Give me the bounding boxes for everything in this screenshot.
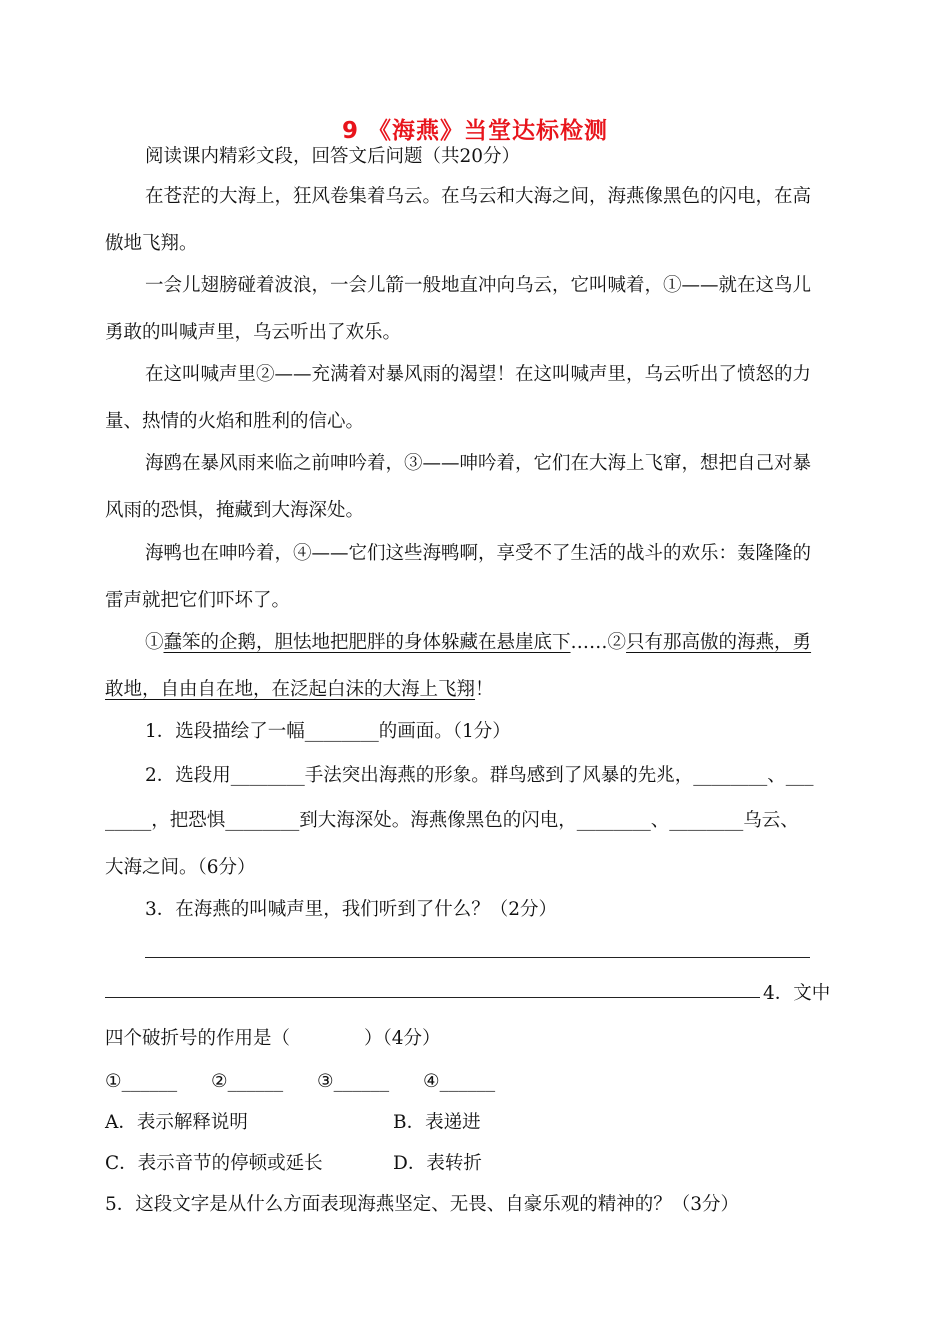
passage-line: 在这叫喊声里②——充满着对暴风雨的渴望！在这叫喊声里，乌云听出了愤怒的力	[145, 364, 812, 385]
passage-line: 勇敢的叫喊声里，乌云听出了欢乐。	[105, 322, 402, 343]
passage-line: 雷声就把它们吓坏了。	[105, 590, 291, 611]
question-1: 1．选段描绘了一幅________的画面。（1分）	[145, 721, 511, 742]
passage-line: 在苍茫的大海上，狂风卷集着乌云。在乌云和大海之间，海燕像黑色的闪电，在高	[145, 186, 812, 207]
dash-blank-3[interactable]: ③______	[317, 1071, 390, 1092]
passage-line: 风雨的恐惧，掩藏到大海深处。	[105, 500, 365, 521]
punctuation: ！	[475, 679, 494, 700]
dash-blank-4[interactable]: ④______	[423, 1071, 496, 1092]
underlined-sentence-2-cont: 敢地，自由自在地，在泛起白沫的大海上飞翔	[105, 679, 476, 700]
page-title: 9 《海燕》当堂达标检测	[341, 118, 608, 144]
question-2-line: _____，把恐惧________到大海深处。海燕像黑色的闪电，________、________乌云、	[105, 810, 799, 831]
question-4-start: 4．文中	[763, 983, 831, 1004]
answer-line-q3[interactable]	[145, 957, 810, 958]
passage-line: 傲地飞翔。	[105, 233, 198, 254]
passage-line: 海鸭也在呻吟着，④——它们这些海鸭啊，享受不了生活的战斗的欢乐：轰隆隆的	[145, 543, 812, 564]
passage-line: 一会儿翅膀碰着波浪，一会儿箭一般地直冲向乌云，它叫喊着，①——就在这鸟儿	[145, 275, 812, 296]
underlined-sentence-1: 蠢笨的企鹅，胆怯地把肥胖的身体躲藏在悬崖底下	[163, 632, 571, 653]
question-3: 3．在海燕的叫喊声里，我们听到了什么？（2分）	[145, 899, 558, 920]
marker-1: ①	[145, 632, 164, 653]
question-2-line: 大海之间。（6分）	[105, 857, 256, 878]
dash-blank-1[interactable]: ①______	[105, 1071, 178, 1092]
passage-line: 海鸥在暴风雨来临之前呻吟着，③——呻吟着，它们在大海上飞窜，想把自己对暴	[145, 453, 812, 474]
dash-blank-2[interactable]: ②______	[211, 1071, 284, 1092]
option-a: A．表示解释说明	[105, 1112, 248, 1133]
question-4: 四个破折号的作用是（ ）（4分）	[105, 1028, 441, 1049]
question-5: 5．这段文字是从什么方面表现海燕坚定、无畏、自豪乐观的精神的？（3分）	[105, 1194, 740, 1215]
option-c: C．表示音节的停顿或延长	[105, 1153, 323, 1174]
answer-line-q3-2[interactable]	[105, 997, 760, 998]
ellipsis-marker-2: ……②	[570, 632, 627, 653]
question-2-line: 2．选段用________手法突出海燕的形象。群鸟感到了风暴的先兆，________、___	[145, 765, 814, 786]
passage-underlined-line	[105, 677, 494, 703]
passage-underlined-line	[145, 630, 811, 656]
intro-text: 阅读课内精彩文段，回答文后问题（共20分）	[145, 146, 521, 167]
underlined-sentence-2: 只有那高傲的海燕，勇	[626, 632, 812, 653]
option-b: B．表递进	[393, 1112, 481, 1133]
option-d: D．表转折	[393, 1153, 482, 1174]
passage-line: 量、热情的火焰和胜利的信心。	[105, 411, 365, 432]
dash-blank-row	[105, 1069, 495, 1095]
